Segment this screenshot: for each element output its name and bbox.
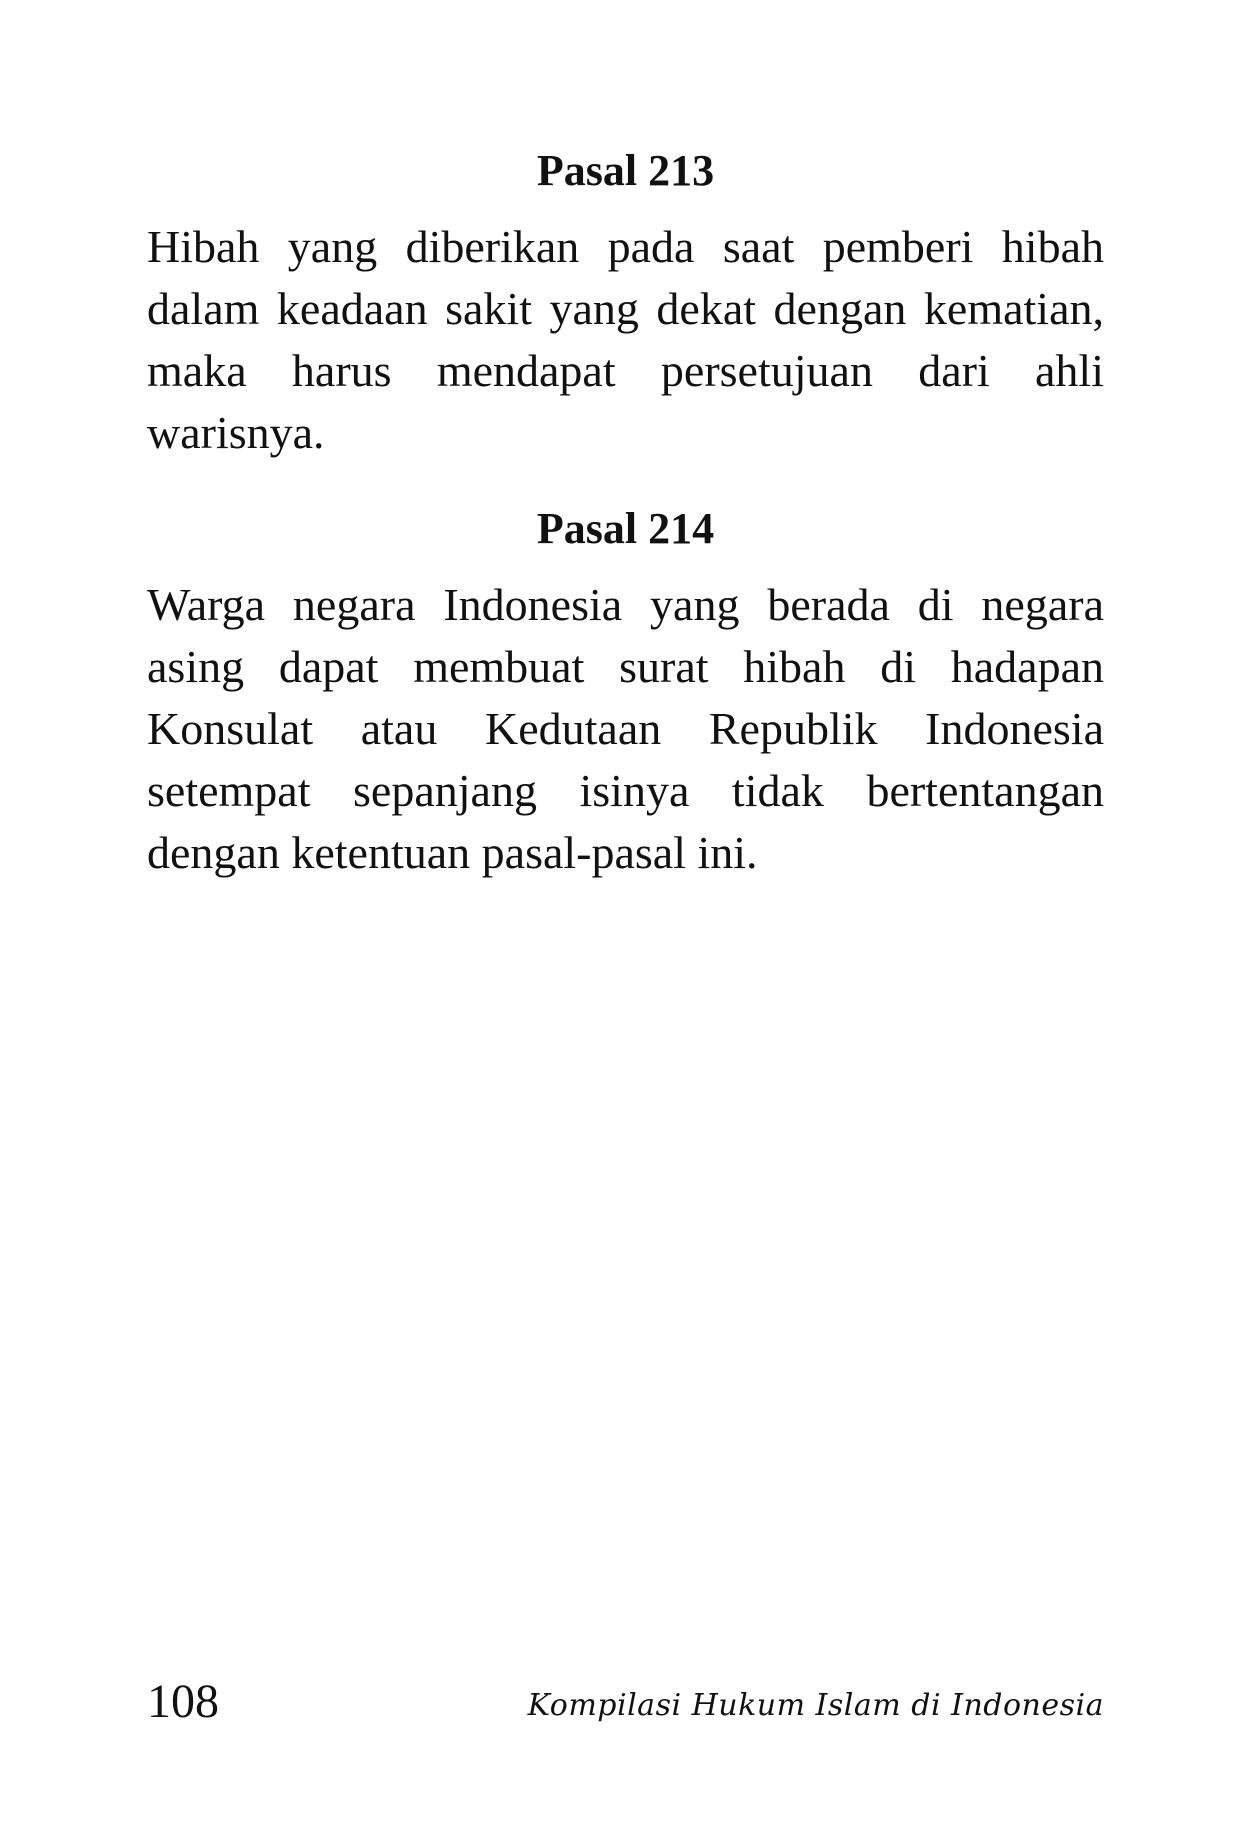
article-title: Pasal 213: [536, 146, 715, 195]
article-pasal-214: [147, 498, 1104, 884]
article-body: Warga negara Indonesia yang berada di negara asing dapat membuat surat hibah di hadapan Konsulat atau Kedutaan Republik Indonesia setempat sepanjang isinya tidak bertentangan dengan ketentuan pasal-pasal ini.: [147, 579, 1104, 878]
running-title: Kompilasi Hukum Islam di Indonesia: [527, 1688, 1104, 1723]
page-footer: [147, 1672, 1104, 1742]
article-title: Pasal 214: [536, 504, 715, 553]
article-pasal-213: [147, 140, 1104, 464]
page-content: [147, 140, 1104, 918]
page-number: 108: [147, 1675, 219, 1728]
article-body: Hibah yang diberikan pada saat pemberi hibah dalam keadaan sakit yang dekat dengan kematian, maka harus mendapat persetujuan dari ahli warisnya.: [147, 221, 1104, 458]
